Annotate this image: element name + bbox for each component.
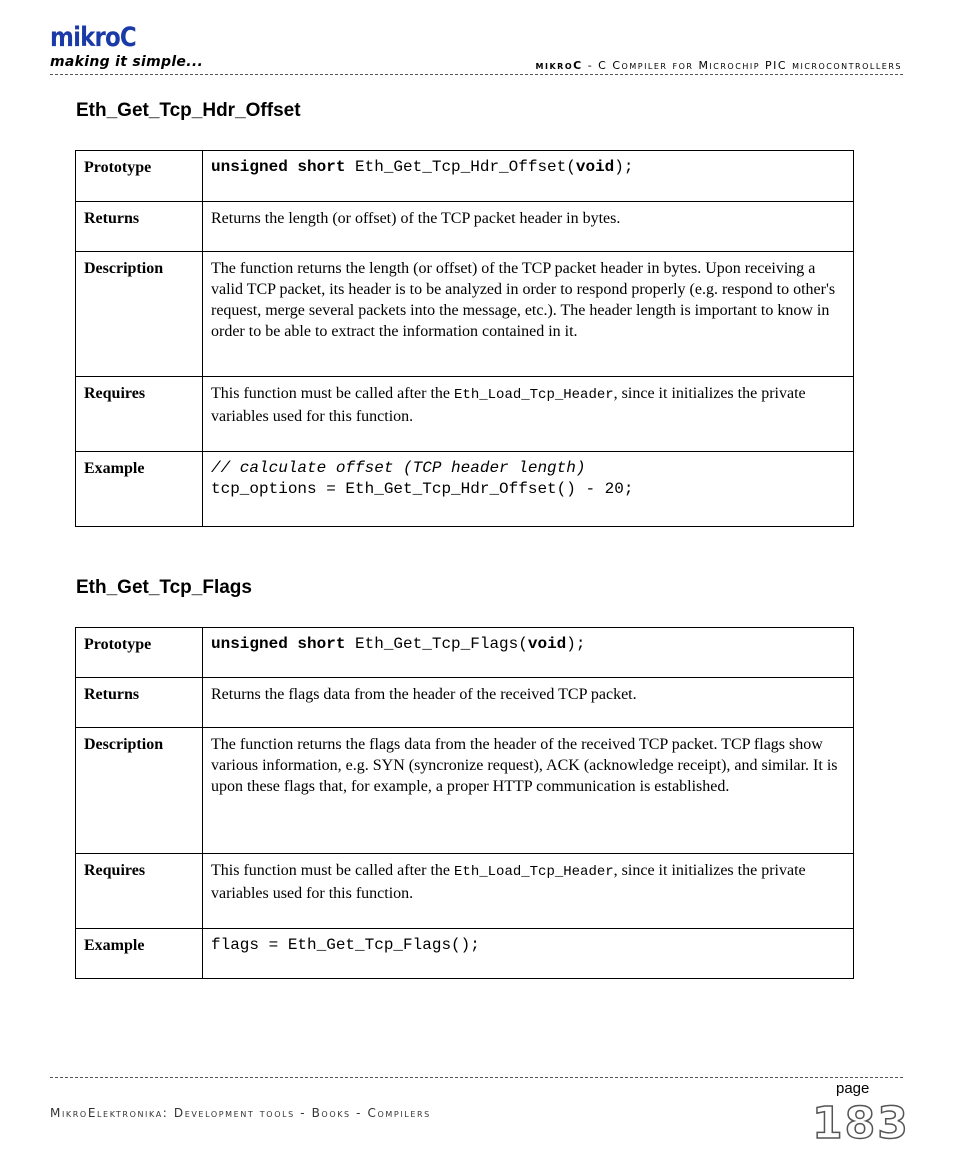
prototype-end: ); bbox=[566, 635, 586, 653]
example-cell bbox=[203, 452, 854, 527]
prototype-label: Prototype bbox=[76, 151, 203, 202]
requires-cell bbox=[203, 854, 854, 929]
description-label: Description bbox=[76, 728, 203, 854]
prototype-param-keyword: void bbox=[527, 635, 567, 653]
requires-text: This function must be called after the bbox=[211, 385, 455, 402]
prototype-end: ); bbox=[614, 158, 634, 176]
requires-function-ref: Eth_Load_Tcp_Header bbox=[454, 864, 614, 880]
section-title: Eth_Get_Tcp_Flags bbox=[76, 577, 252, 598]
requires-label: Requires bbox=[76, 854, 203, 929]
description-text: The function returns the flags data from the header of the received TCP packet. TCP flags show various information, e.g. SYN (syncronize request), ACK (acknowledge receipt), and similar. It is upon these flags that, for example, a proper HTTP communication is established. bbox=[203, 728, 854, 854]
requires-text: This function must be called after the bbox=[211, 862, 455, 879]
header-title bbox=[536, 59, 902, 72]
requires-text-end: , since it initializes the private variables used for this function. bbox=[211, 385, 806, 425]
example-code: flags = Eth_Get_Tcp_Flags(); bbox=[211, 936, 480, 954]
function-spec-table bbox=[75, 627, 854, 979]
requires-label: Requires bbox=[76, 377, 203, 452]
header-title-brand: mikroC bbox=[535, 59, 583, 72]
function-spec-table bbox=[75, 150, 854, 527]
returns-text: Returns the flags data from the header of the received TCP packet. bbox=[203, 678, 854, 728]
example-cell bbox=[203, 929, 854, 979]
prototype-name: Eth_Get_Tcp_Hdr_Offset( bbox=[345, 158, 576, 176]
page-number: 183 bbox=[812, 1098, 910, 1149]
description-label: Description bbox=[76, 252, 203, 377]
prototype-cell bbox=[203, 628, 854, 678]
returns-label: Returns bbox=[76, 678, 203, 728]
mikroc-logo: mikroC bbox=[50, 22, 136, 53]
section-title: Eth_Get_Tcp_Hdr_Offset bbox=[76, 100, 301, 121]
prototype-param-keyword: void bbox=[575, 158, 615, 176]
example-code: tcp_options = Eth_Get_Tcp_Hdr_Offset() - 20; bbox=[211, 480, 634, 498]
prototype-cell bbox=[203, 151, 854, 202]
requires-function-ref: Eth_Load_Tcp_Header bbox=[454, 387, 614, 403]
header-title-text: - C Compiler for Microchip PIC microcontrollers bbox=[582, 59, 902, 72]
footer-text: MikroElektronika: Development tools - Books - Compilers bbox=[50, 1106, 431, 1120]
prototype-label: Prototype bbox=[76, 628, 203, 678]
example-comment: // calculate offset (TCP header length) bbox=[211, 459, 586, 477]
tagline: making it simple... bbox=[50, 54, 204, 70]
prototype-keyword: unsigned short bbox=[211, 158, 346, 176]
returns-text: Returns the length (or offset) of the TCP packet header in bytes. bbox=[203, 202, 854, 252]
page-label: page bbox=[836, 1080, 870, 1097]
description-text: The function returns the length (or offset) of the TCP packet header in bytes. Upon receiving a valid TCP packet, its header is to be analyzed in order to respond properly (e.g. respond to other's request, merge several packets into the message, etc.). The header length is important to know in order to be able to extract the information contained in it. bbox=[203, 252, 854, 377]
header-divider bbox=[50, 74, 903, 75]
requires-text-end: , since it initializes the private variables used for this function. bbox=[211, 862, 806, 902]
requires-cell bbox=[203, 377, 854, 452]
example-label: Example bbox=[76, 929, 203, 979]
footer-divider bbox=[50, 1077, 903, 1078]
prototype-keyword: unsigned short bbox=[211, 635, 346, 653]
prototype-name: Eth_Get_Tcp_Flags( bbox=[345, 635, 528, 653]
example-label: Example bbox=[76, 452, 203, 527]
returns-label: Returns bbox=[76, 202, 203, 252]
